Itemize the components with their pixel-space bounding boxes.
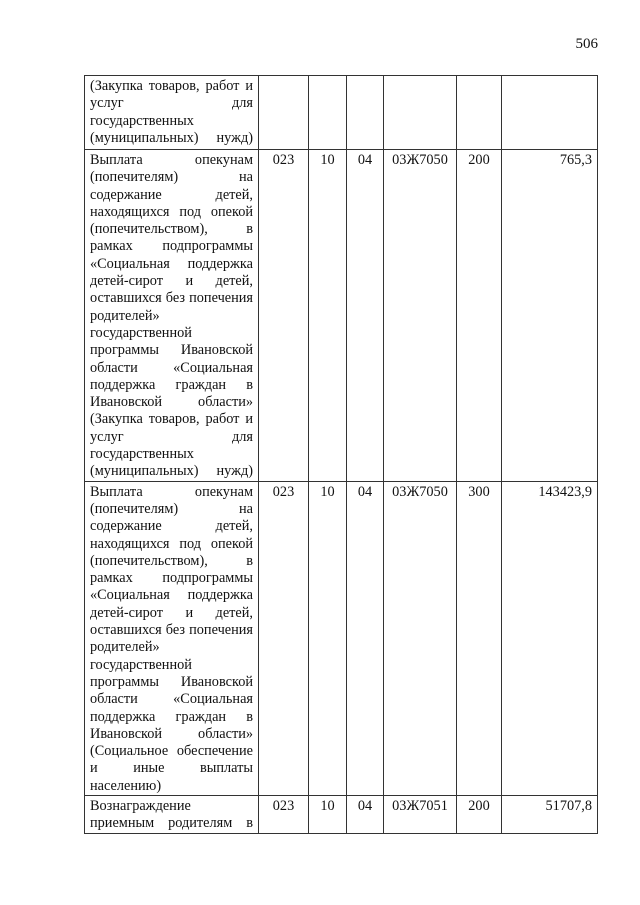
row-expense-type: 200 [457,150,502,482]
row-target-article: 03Ж7051 [384,795,457,833]
row-subsection-code: 04 [347,150,384,482]
row-amount: 143423,9 [502,481,598,795]
row-description: Выплата опекунам (попечителям) на содержание детей, находящихся под опекой (попечительством), в рамках подпрограммы «Социальная поддержка детей-сирот и детей, оставшихся без попечения родителей» государственной программы Ивановской области «Социальная поддержка граждан в Ивановской области» (Закупка товаров, работ и услуг для государственных (муниципальных) нужд) [85,150,259,482]
row-subsection-code: 04 [347,795,384,833]
row-expense-type: 300 [457,481,502,795]
row-expense-type: 200 [457,795,502,833]
row-section-code [309,76,347,150]
row-amount [502,76,598,150]
row-expense-type [457,76,502,150]
page-number: 506 [575,36,598,52]
table-row [85,150,598,482]
row-description: Выплата опекунам (попечителям) на содержание детей, находящихся под опекой (попечительством), в рамках подпрограммы «Социальная поддержка детей-сирот и детей, оставшихся без попечения родителей» государственной программы Ивановской области «Социальная поддержка граждан в Ивановской области» (Социальное обеспечение и иные выплаты населению) [85,481,259,795]
table-row [85,76,598,150]
row-subsection-code: 04 [347,481,384,795]
row-target-article: 03Ж7050 [384,481,457,795]
table-row [85,795,598,833]
row-ministry-code: 023 [259,481,309,795]
row-ministry-code: 023 [259,795,309,833]
row-amount: 51707,8 [502,795,598,833]
row-description: (Закупка товаров, работ и услуг для государственных (муниципальных) нужд) [85,76,259,150]
budget-table [84,75,598,834]
row-target-article [384,76,457,150]
row-section-code: 10 [309,795,347,833]
row-ministry-code: 023 [259,150,309,482]
row-section-code: 10 [309,150,347,482]
row-target-article: 03Ж7050 [384,150,457,482]
row-amount: 765,3 [502,150,598,482]
row-ministry-code [259,76,309,150]
row-subsection-code [347,76,384,150]
row-section-code: 10 [309,481,347,795]
table-row [85,481,598,795]
row-description: Вознаграждение приемным родителям в [85,795,259,833]
